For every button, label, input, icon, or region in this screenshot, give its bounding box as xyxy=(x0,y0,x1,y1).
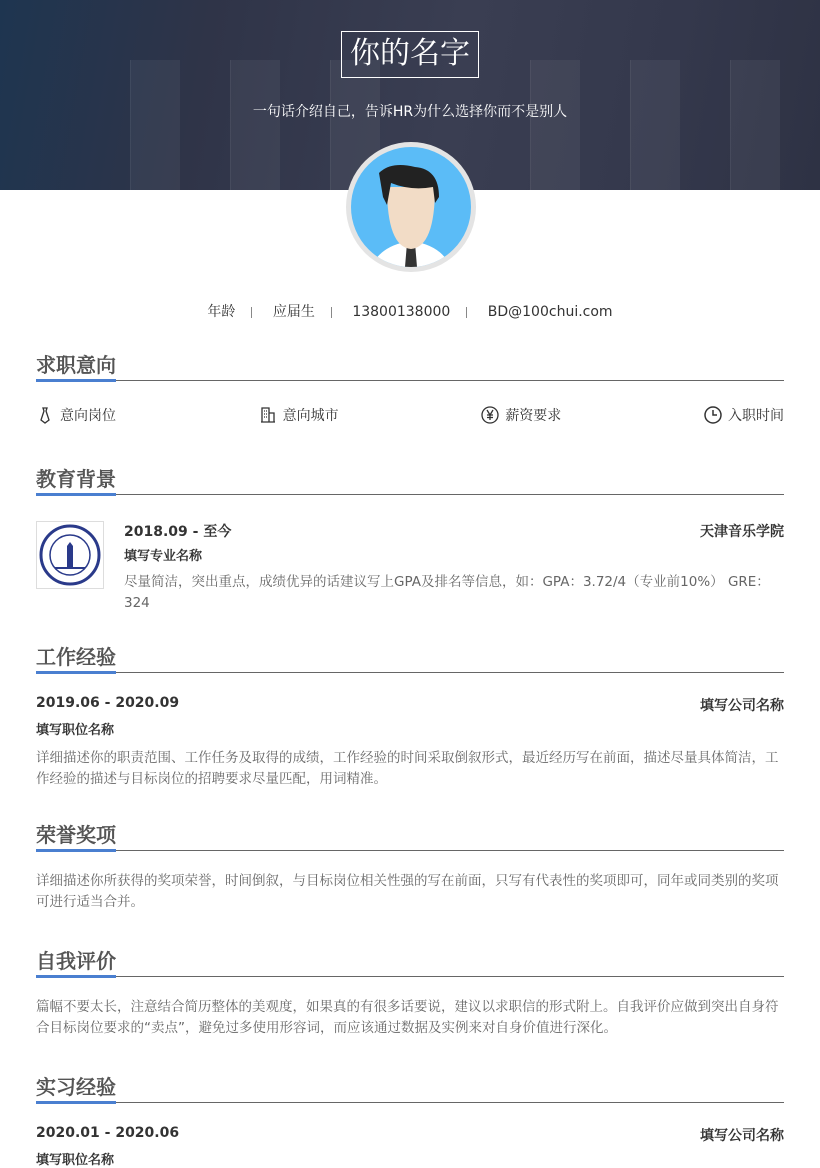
section-title: 实习经验 xyxy=(36,1074,116,1104)
intern-position: 填写职位名称 xyxy=(36,1153,115,1168)
edu-school: 天津音乐学院 xyxy=(700,524,784,540)
intent-salary[interactable]: 薪资要求 xyxy=(481,405,561,425)
section-self xyxy=(36,948,784,1039)
intern-company: 填写公司名称 xyxy=(700,1128,784,1144)
section-title: 自我评价 xyxy=(36,948,116,978)
section-title: 教育背景 xyxy=(36,466,116,496)
divider xyxy=(36,380,784,381)
avatar-icon xyxy=(351,147,471,267)
intent-position[interactable]: 意向岗位 xyxy=(36,405,116,425)
resume-name[interactable]: 你的名字 xyxy=(341,31,479,78)
divider xyxy=(36,672,784,673)
section-title: 工作经验 xyxy=(36,644,116,674)
work-desc: 详细描述你的职责范围、工作任务及取得的成绩，工作经验的时间采取倒叙形式，最近经历写在前面，描述尽量具体简洁，工作经验的描述与目标岗位的招聘要求尽量匹配，用词精准。 xyxy=(36,750,779,787)
intern-date: 2020.01 - 2020.06 xyxy=(36,1125,180,1141)
honors-desc: 详细描述你所获得的奖项荣誉，时间倒叙，与目标岗位相关性强的写在前面，只写有代表性的奖项即可，同年或同类别的奖项可进行适当合并。 xyxy=(36,873,779,910)
status[interactable]: 应届生 xyxy=(272,304,315,320)
divider xyxy=(36,494,784,495)
school-logo xyxy=(36,521,104,589)
self-desc: 篇幅不要太长，注意结合简历整体的美观度，如果真的有很多话要说，建议以求职信的形式附上。自我评价应做到突出自身符合目标岗位要求的“卖点”，避免过多使用形容词，而应该通过数据及实例来对自身价值进行深化。 xyxy=(36,999,779,1036)
divider xyxy=(36,976,784,977)
divider xyxy=(36,850,784,851)
section-work xyxy=(36,644,784,790)
work-date: 2019.06 - 2020.09 xyxy=(36,695,180,711)
edu-desc: 尽量简洁，突出重点，成绩优异的话建议写上GPA及排名等信息，如：GPA：3.72/4（专业前10%） GRE：324 xyxy=(124,574,770,611)
slogan[interactable]: 一句话介绍自己，告诉HR为什么选择你而不是别人 xyxy=(252,104,568,120)
building-icon xyxy=(259,406,277,424)
email[interactable]: BD@100chui.com xyxy=(487,304,613,320)
intent-start-time[interactable]: 入职时间 xyxy=(704,405,784,425)
basic-info xyxy=(0,301,820,321)
clock-icon xyxy=(704,406,722,424)
avatar[interactable] xyxy=(346,142,476,272)
work-position: 填写职位名称 xyxy=(36,723,115,738)
section-education xyxy=(36,466,784,614)
work-company: 填写公司名称 xyxy=(700,698,784,714)
age[interactable]: 年龄 xyxy=(207,304,236,320)
phone[interactable]: 13800138000 xyxy=(352,304,451,320)
intent-city[interactable]: 意向城市 xyxy=(259,405,339,425)
divider xyxy=(36,1102,784,1103)
yen-icon xyxy=(481,406,499,424)
edu-major: 填写专业名称 xyxy=(124,549,203,564)
section-title: 求职意向 xyxy=(36,352,116,382)
section-honors xyxy=(36,822,784,913)
section-intern xyxy=(36,1074,784,1168)
section-title: 荣誉奖项 xyxy=(36,822,116,852)
tie-icon xyxy=(36,406,54,424)
edu-date: 2018.09 - 至今 xyxy=(124,524,232,540)
section-intent xyxy=(36,352,784,425)
